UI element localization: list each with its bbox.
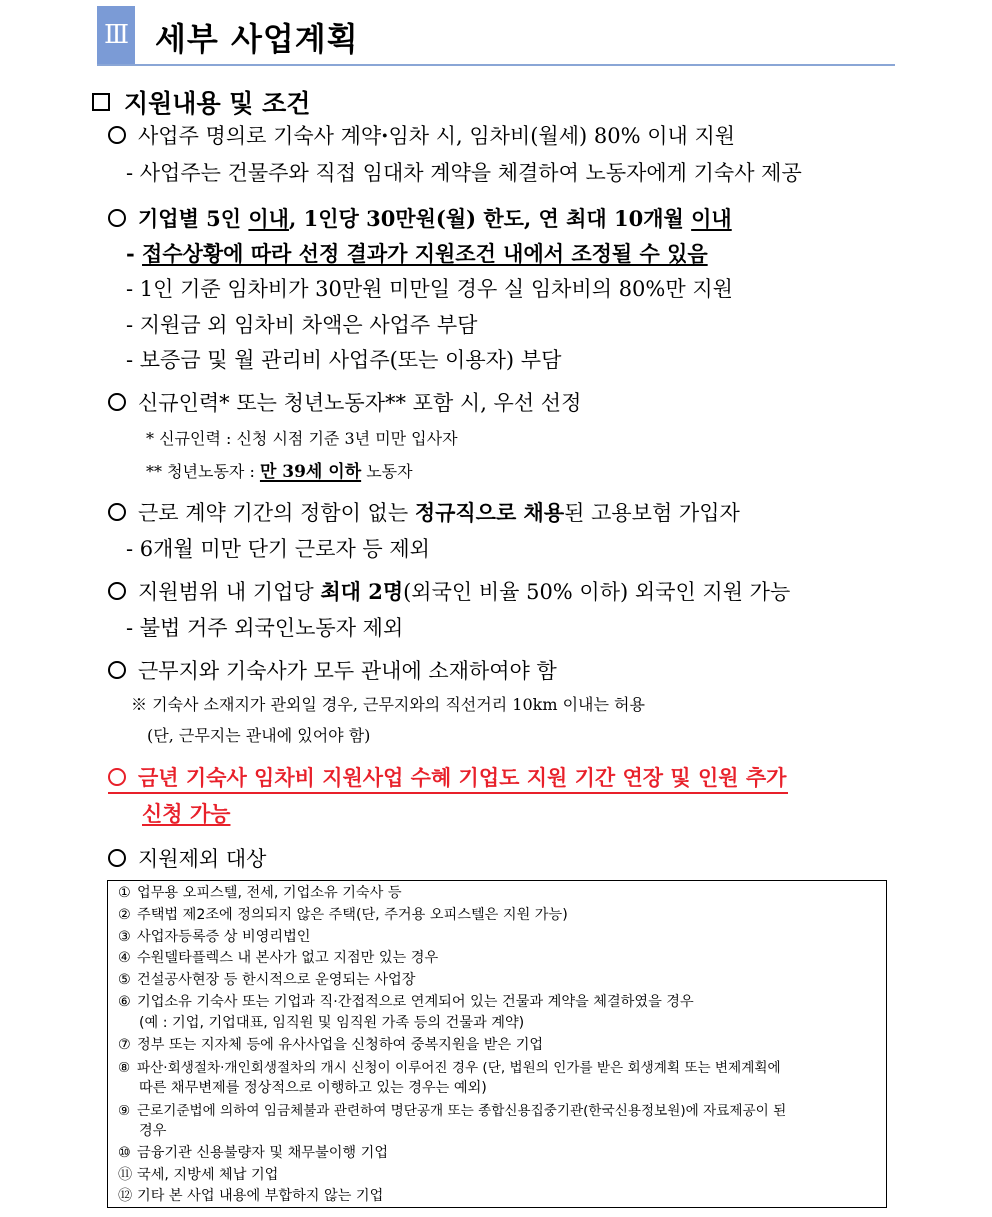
item-number: ⑫ xyxy=(118,1188,133,1204)
circle-bullet-icon xyxy=(108,126,126,144)
bullet-text-cont: 된 고용보험 가입자 xyxy=(564,501,740,525)
list-item-continuation: 경우 xyxy=(139,1123,167,1139)
circle-bullet-icon xyxy=(108,503,126,521)
underlined-text: 이내 xyxy=(691,206,732,231)
item-text: 수원델타플렉스 내 본사가 없고 지점만 있는 경우 xyxy=(137,950,439,966)
list-item xyxy=(118,1185,383,1205)
bullet-text-cont: (외국인 비율 50% 이하) 외국인 지원 가능 xyxy=(403,580,791,604)
exclusions-box xyxy=(107,880,887,1208)
circle-bullet-icon xyxy=(108,393,126,411)
footnote: ※ 기숙사 소재지가 관외일 경우, 근무지와의 직선거리 10km 이내는 허용 xyxy=(131,695,645,714)
underlined-text: 이내 xyxy=(248,206,289,231)
item-text: 국세, 지방세 체납 기업 xyxy=(137,1167,279,1183)
footnote-text: 노동자 xyxy=(361,462,413,481)
item-text: 기타 본 사업 내용에 부합하지 않는 기업 xyxy=(137,1188,384,1204)
item-number: ⑩ xyxy=(118,1145,131,1161)
list-item xyxy=(118,1164,278,1184)
bullet-exclusions xyxy=(108,843,266,873)
item-text: 근로기준법에 의하여 임금체불과 관련하여 명단공개 또는 종합신용집중기관(한국신용정보원)에 자료제공이 된 xyxy=(137,1103,787,1119)
item-number: ③ xyxy=(118,929,131,945)
bullet-extension-notice xyxy=(108,762,788,794)
item-number: ⑥ xyxy=(118,994,131,1010)
section-header xyxy=(97,6,895,66)
bullet-limits xyxy=(108,203,732,233)
item-text: 파산·회생절차·개인회생절차의 개시 신청이 이루어진 경우 (단, 법원의 인가를 받은 회생계획 또는 변제계획에 xyxy=(137,1060,781,1076)
bullet-text-cont: 임차 시, 임차비(월세) 80% 이내 지원 xyxy=(388,124,736,148)
sub-item: - 불법 거주 외국인노동자 제외 xyxy=(126,616,404,640)
list-item xyxy=(118,947,438,967)
item-text: 금융기관 신용불량자 및 채무불이행 기업 xyxy=(137,1145,389,1161)
roman-numeral-badge: Ⅲ xyxy=(97,6,135,64)
footnote-text: ** 청년노동자 : xyxy=(146,462,260,481)
list-item xyxy=(118,1034,543,1054)
sub-item: - 사업주는 건물주와 직접 임대차 계약을 체결하여 노동자에게 기숙사 제공 xyxy=(126,161,802,185)
item-number: ⑪ xyxy=(118,1167,133,1183)
item-number: ⑦ xyxy=(118,1037,131,1053)
bold-text: 정규직으로 채용 xyxy=(414,500,565,525)
bullet-text: 신규인력* 또는 청년노동자** 포함 시, 우선 선정 xyxy=(138,391,582,415)
item-text: 건설공사현장 등 한시적으로 운영되는 사업장 xyxy=(137,972,416,988)
bullet-rent-support xyxy=(108,120,735,150)
list-item xyxy=(118,1142,388,1162)
footnote xyxy=(146,457,413,482)
bullet-text: 근무지와 기숙사가 모두 관내에 소재하여야 함 xyxy=(138,659,557,683)
circle-bullet-icon xyxy=(108,209,126,227)
list-item xyxy=(118,904,568,924)
item-text: 기업소유 기숙사 또는 기업과 직·간접적으로 연계되어 있는 건물과 계약을 체결하였을 경우 xyxy=(137,994,694,1010)
item-number: ② xyxy=(118,907,131,923)
bullet-regular-employees xyxy=(108,497,740,527)
bullet-foreigners xyxy=(108,576,790,606)
bullet-text: 기업별 5인 xyxy=(138,206,249,231)
item-number: ⑨ xyxy=(118,1103,131,1119)
section-heading xyxy=(92,84,310,120)
circle-bullet-icon xyxy=(108,582,126,600)
footnote-bold: 만 39세 이하 xyxy=(259,462,362,482)
middle-dot: · xyxy=(381,123,389,148)
sub-item: - 1인 기준 임차비가 30만원 미만일 경우 실 임차비의 80%만 지원 xyxy=(126,277,733,301)
underlined-sub-text: 접수상황에 따라 선정 결과가 지원조건 내에서 조정될 수 있음 xyxy=(142,241,708,266)
dash: - xyxy=(126,241,143,266)
sub-item: - 6개월 미만 단기 근로자 등 제외 xyxy=(126,537,430,561)
list-item xyxy=(118,969,415,989)
footnote: * 신규인력 : 신청 시점 기준 3년 미만 입사자 xyxy=(146,429,458,448)
item-number: ④ xyxy=(118,950,131,966)
footnote: (단, 근무지는 관내에 있어야 함) xyxy=(147,726,371,745)
circle-bullet-icon xyxy=(108,849,126,867)
item-text: 업무용 오피스텔, 전세, 기업소유 기숙사 등 xyxy=(137,885,402,901)
list-item xyxy=(118,1099,786,1119)
bullet-text-cont: , 1인당 30만원(월) 한도, 연 최대 10개월 xyxy=(288,206,692,231)
list-item xyxy=(118,926,310,946)
item-text: 사업자등록증 상 비영리법인 xyxy=(137,929,311,945)
bullet-text: 지원제외 대상 xyxy=(138,847,267,871)
bullet-priority xyxy=(108,387,581,417)
bullet-text: 사업주 명의로 기숙사 계약 xyxy=(138,124,382,148)
list-item xyxy=(118,882,402,902)
bullet-text: 근로 계약 기간의 정함이 없는 xyxy=(138,501,415,525)
list-item xyxy=(118,1056,781,1076)
sub-item-bold xyxy=(126,238,708,268)
notice-text-cont xyxy=(142,798,230,828)
section-heading-text: 지원내용 및 조건 xyxy=(124,89,311,118)
notice-text-line2: 신청 가능 xyxy=(142,801,231,826)
item-text: 정부 또는 지자체 등에 유사사업을 신청하여 중복지원을 받은 기업 xyxy=(137,1037,544,1053)
list-item-continuation: (예 : 기업, 기업대표, 임직원 및 임직원 가족 등의 건물과 계약) xyxy=(139,1015,525,1031)
bullet-location xyxy=(108,655,557,685)
item-number: ⑧ xyxy=(118,1060,131,1076)
square-bullet-icon xyxy=(92,93,110,111)
bold-text: 최대 2명 xyxy=(320,579,404,604)
item-number: ① xyxy=(118,885,131,901)
list-item xyxy=(118,991,694,1011)
item-number: ⑤ xyxy=(118,972,131,988)
item-text: 주택법 제2조에 정의되지 않은 주택(단, 주거용 오피스텔은 지원 가능) xyxy=(137,907,568,923)
notice-text: 금년 기숙사 임차비 지원사업 수혜 기업도 지원 기간 연장 및 인원 추가 xyxy=(138,765,787,790)
circle-bullet-icon xyxy=(108,661,126,679)
bullet-text: 지원범위 내 기업당 xyxy=(138,580,321,604)
page-title: 세부 사업계획 xyxy=(155,20,359,58)
sub-item: - 보증금 및 월 관리비 사업주(또는 이용자) 부담 xyxy=(126,348,562,372)
list-item-continuation: 따른 채무변제를 정상적으로 이행하고 있는 경우는 예외) xyxy=(139,1080,487,1096)
circle-bullet-icon xyxy=(108,768,126,786)
sub-item: - 지원금 외 임차비 차액은 사업주 부담 xyxy=(126,313,478,337)
